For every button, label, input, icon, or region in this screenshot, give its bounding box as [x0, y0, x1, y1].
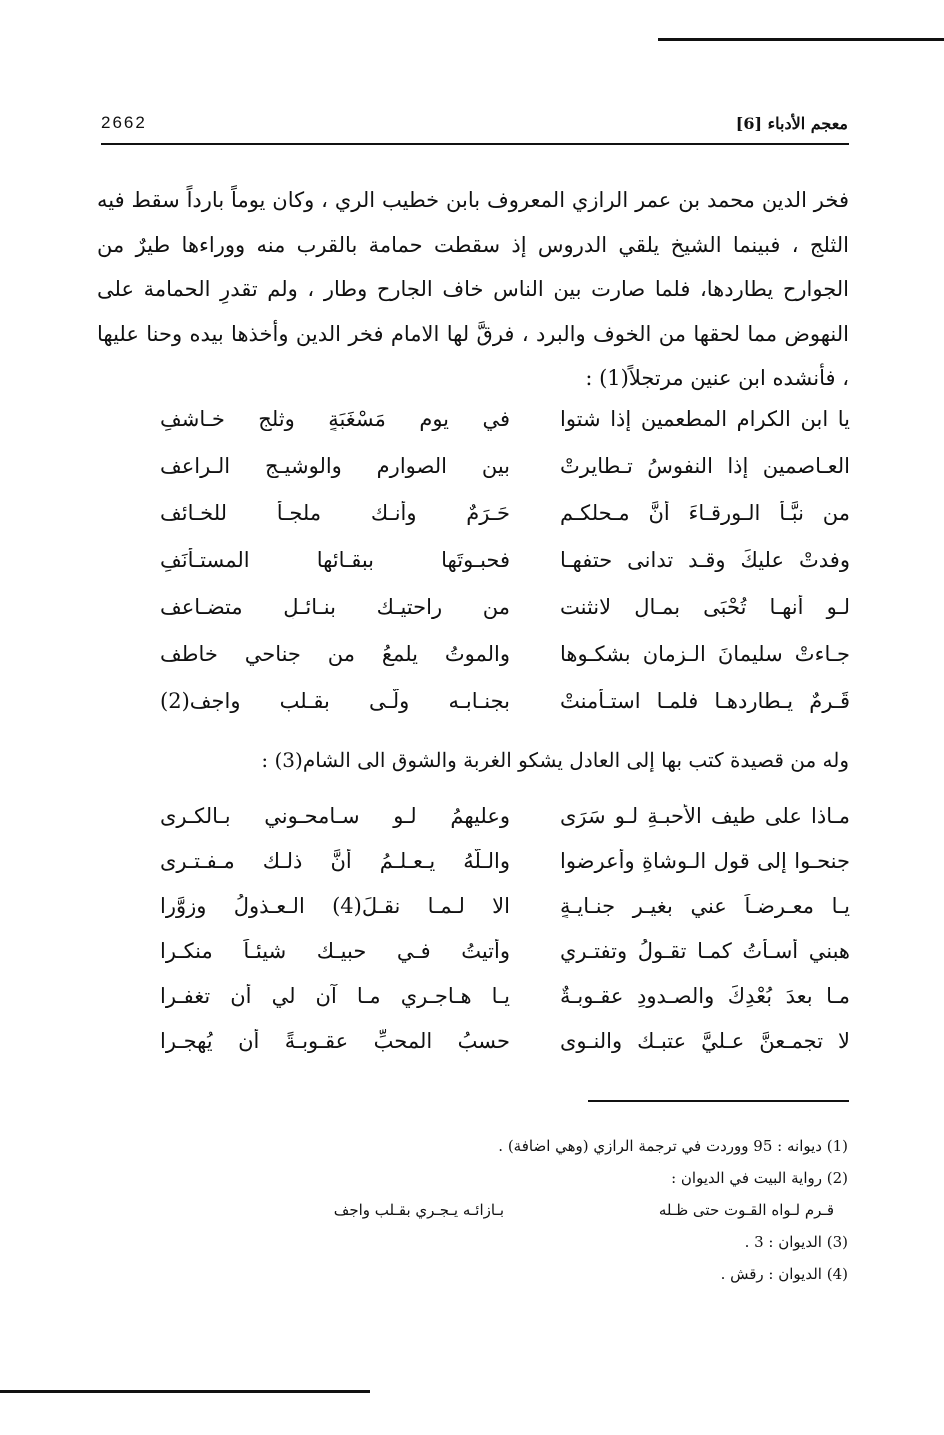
hemistich-first: العـاصمين إذا النفوسُ تـطايرتْ — [560, 453, 850, 478]
top-edge-rule — [658, 38, 944, 41]
poem-b-intro: وله من قصيدة كتب بها إلى العادل يشكو الغربة والشوق الى الشام(3) : — [261, 748, 849, 772]
footnote-verse-first: قـرم لـواه القـوت حتى ظـله — [658, 1201, 834, 1219]
hemistich-second: الا لـمـا نقـلَ(4) الـعـذولُ وزوَّرا — [160, 893, 510, 918]
hemistich-first: هبني أسـأتُ كمـا تقـولُ وتفتـري — [560, 938, 850, 963]
poem-b-verse-3 — [100, 883, 850, 928]
poem-b — [100, 793, 850, 1063]
hemistich-second: يـا هـاجـري مـا آن لي أن تغفـرا — [160, 983, 510, 1008]
running-head: معجم الأدباء [6] — [735, 114, 848, 133]
hemistich-first: من نبَّـأَ الـورقـاءَ أنَّ مـحلكـم — [560, 500, 850, 525]
hemistich-second: حَـرَمٌ وأنـك ملجـأٌ للخـائف — [160, 500, 510, 525]
poem-a-verse-3 — [100, 489, 850, 536]
page-number: 2662 — [101, 113, 147, 132]
footnote-rule — [588, 1100, 849, 1102]
prose-paragraph: فخر الدين محمد بن عمر الرازي المعروف بابن خطيب الري ، وكان يوماً بارداً سقط فيه الثلج ، فبينما الشيخ يلقي الدروس إذ سقطت حمامة بالقرب منه ووراءها طيرٌ من الجوارح يطاردها، فلما صارت بين الناس خاف الجارح وطار ، ولم تقدرِ الحمامة على النهوض مما لحقها من الخوف والبرد ، فرقَّ لها الامام فخر الدين وأخذها بيده وحنا عليها ، فأنشده ابن عنين مرتجلاً(1) : — [97, 188, 849, 390]
header-rule — [101, 143, 849, 145]
hemistich-second: حسبُ المحبِّ عقـوبـةً أن يُهجـرا — [160, 1028, 510, 1053]
hemistich-second: في يوم مَسْغَبَةٍ وثلجٍ خـاشفِ — [160, 406, 510, 431]
footnote-2: (2) رواية البيت في الديوان : — [671, 1169, 848, 1187]
hemistich-first: قَـرِمٌ يـطاردهـا فلمـا استـأمنتْ — [560, 688, 850, 713]
poem-a — [100, 395, 850, 724]
hemistich-second: والـلّهُ يـعـلـمُ أنَّ ذلـك مـفـتـرى — [160, 848, 510, 873]
hemistich-second: من راحتيـك بنـائـلٍ متضـاعف — [160, 594, 510, 619]
bottom-edge-rule — [0, 1390, 370, 1393]
poem-a-verse-7 — [100, 677, 850, 724]
hemistich-second: بجنـابـه ولَّـى بقـلب واجف(2) — [160, 688, 510, 713]
poem-b-verse-1 — [100, 793, 850, 838]
hemistich-first: جـاءتْ سليمانَ الـزمانِ بشكـوها — [560, 641, 850, 666]
hemistich-first: لا تجمـعنَّ عـليَّ عتبـك والنـوى — [560, 1028, 850, 1053]
footnote-1: (1) ديوانه : 95 ووردت في ترجمة الرازي (وهي اضافة) . — [498, 1137, 848, 1155]
footnote-2-verse — [96, 1194, 848, 1226]
hemistich-second: فحبـوتَها ببقـائها المستـأنَفِ — [160, 547, 510, 572]
footnotes — [96, 1130, 848, 1290]
footnote-verse-second: بـازائـه يـجـري بقـلب واجف — [333, 1201, 504, 1219]
hemistich-first: يا ابن الكرام المطعمين إذا شتوا — [560, 406, 850, 431]
poem-a-verse-5 — [100, 583, 850, 630]
hemistich-second: بين الصوارِم والوشيـجِ الـراعف — [160, 453, 510, 478]
poem-a-verse-4 — [100, 536, 850, 583]
hemistich-second: وأتيتُ فـي حبيـك شيئـاً منكـرا — [160, 938, 510, 963]
poem-a-verse-1 — [100, 395, 850, 442]
poem-b-verse-4 — [100, 928, 850, 973]
footnote-3: (3) الديوان : 3 . — [744, 1233, 848, 1251]
hemistich-first: وفدتْ عليكَ وقـد تدانى حتفهـا — [560, 547, 850, 572]
hemistich-first: مـا بعدَ بُعْدِكَ والصـدودِ عقـوبـةٌ — [560, 983, 850, 1008]
poem-b-verse-2 — [100, 838, 850, 883]
hemistich-second: وعليهمُ لـو سـامحـوني بـالكـرى — [160, 803, 510, 828]
hemistich-second: والموتُ يلمعُ من جناحي خاطف — [160, 641, 510, 666]
hemistich-first: جنحـوا إلى قولِ الـوشاةِ وأعرضوا — [560, 848, 850, 873]
footnote-4: (4) الديوان : رقش . — [720, 1265, 848, 1283]
hemistich-first: مـاذا على طيف الأحبـةِ لـو سَرَى — [560, 803, 850, 828]
poem-a-verse-6 — [100, 630, 850, 677]
poem-b-verse-5 — [100, 973, 850, 1018]
hemistich-first: يـا معـرضـاً عني بغيـرِ جنـايـةٍ — [560, 893, 850, 918]
hemistich-first: لـو أنهـا تُحْبَى بمـالٍ لانثنت — [560, 594, 850, 619]
poem-a-verse-2 — [100, 442, 850, 489]
poem-b-verse-6 — [100, 1018, 850, 1063]
